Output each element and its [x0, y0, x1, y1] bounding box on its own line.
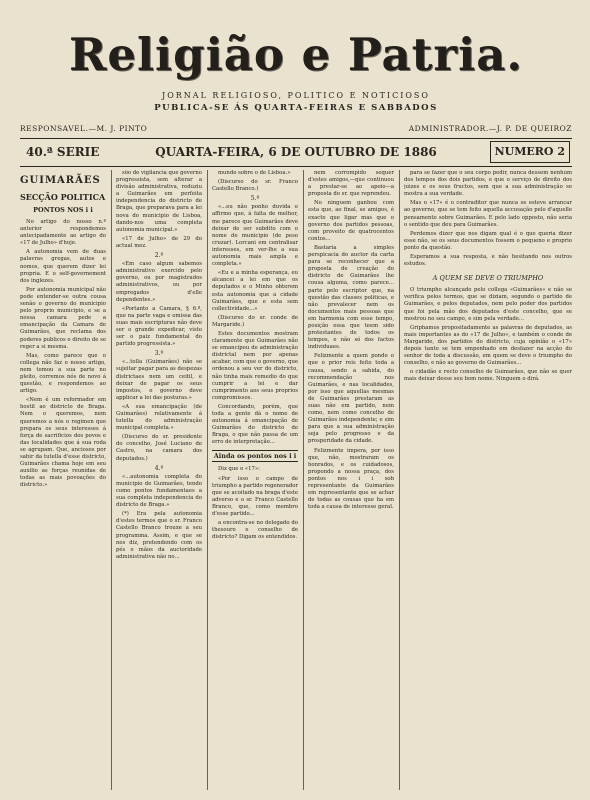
issue-date: QUARTA-FEIRA, 6 DE OUTUBRO DE 1886: [155, 145, 437, 159]
numbered-marker: 2.º: [154, 252, 164, 260]
paragraph: Mas o «17» é o contraditor que nunca se esteve arrancar ao governo, que se tem feito aquella accusação pelo d'aquelle pensamento sobre Guimarães. E pelo lado opposto, não seria o sentido que deu para Guimarães.: [404, 200, 572, 228]
paragraph: «A sua emancipação (de Guimarães) relativamente á tutella do administração municipal completa.»: [116, 403, 202, 432]
column-1: [20, 170, 106, 790]
paragraph: A autonomia vem de duas palavras gregas, autos e nomos, que querem dizer lei propria. E o self-governement dos inglezes.: [20, 249, 106, 284]
paragraph: Griphamos propositadamente as palavras de deputados, as mais importantes as do «17 de Julho», e também o conde de Margaride, dos partidos do districto, cuja opinião o «17» depois tanto se tem empenhado em desfazer na acção do senhor de toda a discussão, em quem se deve o triumpho do conselho, e não ao governo de Guimarães...: [404, 324, 572, 367]
column-divider: [207, 170, 208, 790]
article-title-ainda: Ainda os pontos nos i i: [213, 452, 297, 461]
column-divider: [303, 170, 304, 790]
dateline-rule: [20, 166, 572, 167]
series-label: 40.ª SERIE: [26, 145, 100, 159]
section-heading-politica: SECÇÃO POLITICA: [20, 192, 106, 202]
paragraph: No ninguem ganhou com esta que, ao final, se amigos, é exacto que ligar mas que o governo dos partidos pessoas, com proveito de quatrocentos contos...: [308, 200, 394, 242]
numbered-marker: 5.º: [250, 195, 260, 203]
publication-schedule: PUBLICA-SE ÁS QUARTA-FEIRAS E SABBADOS: [154, 103, 438, 113]
responsible-editor: RESPONSAVEL.—M. J. PINTO: [20, 124, 148, 133]
paragraph: Esperamos a sua resposta, e não hesitando nos outros estudos.: [404, 254, 572, 268]
paragraph: «Em caso algum sabemos administrativo exercido pelo governo, ou por magistrados administrativos, ou por empregados d'elle dependentes.»: [116, 261, 202, 303]
article-title-triumpho: A QUEM SE DEVE O TRIUMPHO: [432, 274, 544, 283]
article-title-pontos: PONTOS NOS i i: [33, 206, 93, 214]
paragraph: Perdemos dizer que nos digam qual é o que queria dizer esse não, se os seus documentos fossem o pequeno e proprio ponto da questão.: [404, 230, 572, 251]
paragraph: mundo sobre o de Lisboa.»: [218, 170, 291, 176]
dateline: [20, 140, 572, 164]
paragraph: (Discurso do sr. presidente do concelho, José Luciano de Castro, na camara dos deputados.): [116, 434, 202, 462]
paragraph: «Eu e a minha esperança, eu alcancei a lei em que os deputados e o Minho obterem esta autonomia que a cidade Guimarães, que e esta sem collectividade...»: [212, 270, 298, 312]
paragraph: «...eu não ponho duvida e affirmo que, á falta de melhor, me parece que Guimarães deve deixar de ser subdito com o nome de municipio (de peso cruzar). Lorcani em centralisar interesses, em ver-lhe a sua autonomia mais ampla e completa.»: [212, 204, 298, 268]
top-rule: [20, 138, 572, 139]
column-3: [212, 170, 298, 790]
paragraph: para se fazer que o seu corpo pedir, nunca dessem nenhum dos tempos dos dois partidos, e que o serviço de direito dos juizes e os seus fructos, sem que a sua administração se mostra a sua verdade.: [404, 170, 572, 198]
section-heading-guimaraes: GUIMARÃES: [20, 175, 101, 186]
paragraph: (Discurso do sr. conde de Margaride.): [212, 314, 298, 328]
paragraph: Estes documentos mostram claramente que Guimarães não se emancipou de administração districtal nem por apenas acabar, com que o governo, que ordenou a seu ver do districto, não tinha mais remedio do que cumprir a lei e dar cumprimento aos seus proprios compromissos.: [212, 330, 298, 401]
column-divider: [111, 170, 112, 790]
issue-number: NUMERO 2: [490, 141, 570, 163]
paragraph: Diz que o «17»:: [218, 466, 260, 473]
footnote: (*) Era pela autonomia d'estes termos que o sr. Franco Castello Branco trouxe a seu programma. Assim, e que se nos diz, pretendendo com os pés e mãos da auctoridade administrativa não no...: [116, 511, 202, 560]
paragraph: nem corrompido sequer d'estes amigos,—que continuou a prestar-se ao apoio—a proposta do sr. que reprendeu.: [308, 170, 394, 198]
paragraph: a encontra-se no delegado do thesouro e conselho de districto? Digam os entendidos.: [212, 520, 298, 541]
masthead: [20, 20, 572, 120]
paragraph: No artigo do nosso n.º anterior respondemos antecipadamente ao artigo do «17 de Julho» d'hoje.: [20, 219, 106, 247]
paragraph: sôo de vigilancia que governo progressista, sem alterar a divisão administrativa, reduziu a Guimarães em perfeita independencia do districto de Braga, que preparava para a lei nova do municipio de Lisboa, dando-nos uma completa autonomia municipal.»: [116, 170, 202, 233]
paragraph: Por autonomia municipal não pode entender-se outra cousa senão o governo do municipio pelo proprio municipio, e se a nossa camara pede a emancipação da Camara de Guimarães, que reclama dos poderes publicos o direito de se reger a si mesma.: [20, 286, 106, 350]
paragraph: Felizmente impera, por isso que, não, mostraram os honrados, e os cuidadosos, propondo a nossa praça, dos pontos nos i i sob representante da Guimarães em representante que se achar de todas as cousas que ha em toda a causa de interesse geral.: [308, 447, 394, 511]
paragraph: O triumpho alcançado pelo collega «Guimarães» e não se verifica pelos termos, que se diziam, segundo o partido de Guimarães, e pelos deputados, nem pelo poder dos partidos que foi pela mão dos deputados d'este concelho, que se mostrou no seu campo, e sim pela verdade...: [404, 287, 572, 322]
newspaper-subtitle: JORNAL RELIGIOSO, POLITICO E NOTICIOSO: [162, 91, 430, 100]
column-2: [116, 170, 202, 790]
paragraph: Concordando, porém, que toda a gente dá o nome de autonomia á emancipação de Guimarães do districto de Braga, o que não passa de um erro de interpretação...: [212, 403, 298, 446]
article-columns: [20, 170, 572, 790]
column-4: [308, 170, 394, 790]
paragraph: «...tolla (Guimarães) não se sujeitar pagar para as despezas districtaes nem um ceitil, e deixar de pagar os seus impostos, o governo deve applicar a lei das posturas.»: [116, 359, 202, 401]
newspaper-title: Religião e Patria.: [68, 28, 524, 81]
paragraph: Bastaria a simples perspicacia do auctor da carta para se reconhecer que a proposta de creação do districto de Guimarães lhe cousa alguma, como parece... parte pelo escriptor que, na questão das classes politicas, e não prevalecer nem os documentos mais pessoas que em harmonia com esse tempo, posição essa que teem sido protestantes de todos os tempos, e não só dos factos individuaes.: [308, 244, 394, 351]
paragraph: Felizmente a quem pondo o que o prior reis feito toda a causa, sendo a sahida, do recommendação nos Guimarães, e nas localidades, por isso que aquellas mesmas de Guimarães prestaram as suas não em partido, nem como, nem como concelho de Guimarães independente; e sim para que a sua administração seja pelo progresso e da prosperidade da cidade.: [308, 353, 394, 445]
paragraph: «17 de Julho» de 29 do actual mez.: [116, 235, 202, 249]
column-5: [404, 170, 572, 790]
paragraph: (Discurso do sr. Franco Castello Branco.): [212, 179, 298, 193]
paragraph: «Nem é um reformador em hostil ao districto de Braga. Nem o queremos, nem queremos a nós o regimen que prepara os seus interesses á força de sacrificios dos povos e das localidades que á sua roda se agrupam. Que, anciosos por sahir da tutella d'esse districto, Guimarães chama hoje em seu auxilio as forças reunidas de todas as mais povoações do districto.»: [20, 397, 106, 489]
administrator: ADMINISTRADOR.—J. P. DE QUEIROZ: [408, 124, 572, 133]
paragraph: «...autonomia completa do municipio de Guimarães, tendo como pontos fundamentaes a sua completa independencia do districto de Braga.»: [116, 473, 202, 509]
column-divider: [399, 170, 400, 790]
paragraph: «Portanto a Camara, § 6.º, que na parte vaga e omissa das suas mais escripturas não deve ser o grande expedicar, visto ser o paiz fundamental do partido progressista.»: [116, 305, 202, 348]
paragraph: Mas, como parece que o collega não faz o nosso artigo, nem tomou a sua parte no pleito, corremos nós de novo á questão, e respondemos ao artigo.: [20, 352, 106, 395]
admin-row: [20, 124, 572, 136]
numbered-marker: 3.º: [154, 350, 164, 358]
numbered-marker: 4.º: [154, 464, 164, 472]
paragraph: «Por isso o campo de triumpho a partido regenerador que se acoitado na braga d'este adverso e o sr. Franco Castello Branco, que, como membro d'esse partido...: [212, 475, 298, 518]
paragraph: o cidadão e recto conselho de Guimarães, que não se quer mais deixar desse seu bom nome. Ninguem o dirá.: [404, 369, 572, 383]
